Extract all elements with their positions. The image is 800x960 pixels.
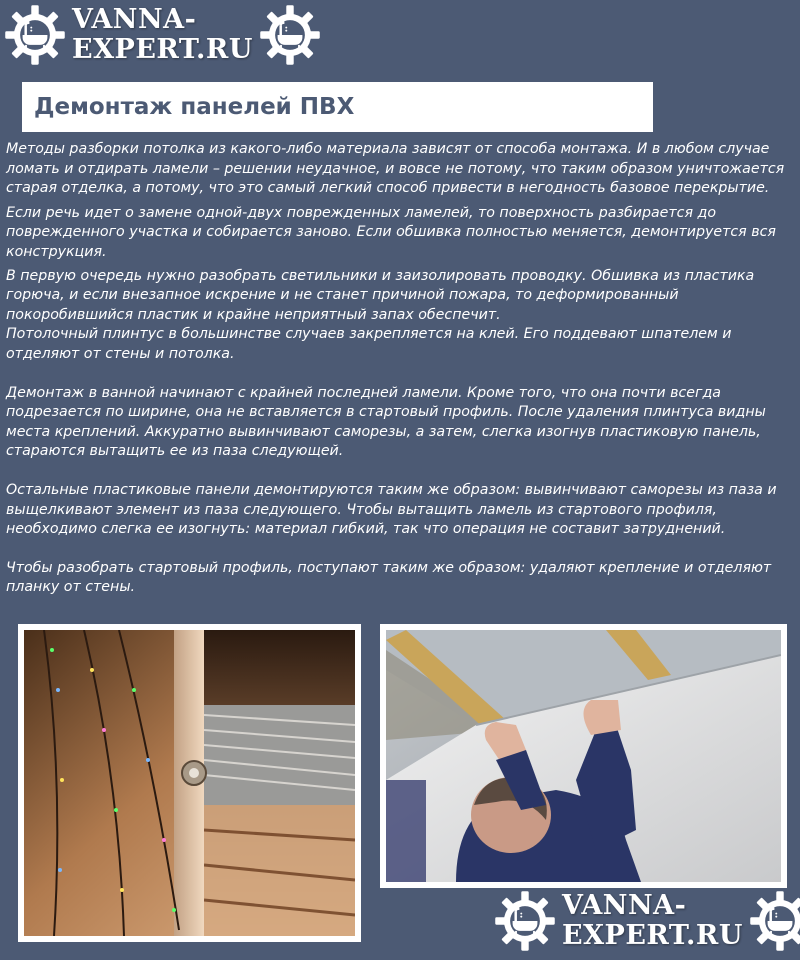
paragraph: Остальные пластиковые панели демонтируются таким же образом: вывинчивают саморезы из паза и выщелкивают элемент из паза следующего. Чтобы вытащить ламель из стартового профиля, необходимо слегка ее изогнуть: материал гибкий, так что операция не составит затруднений. — [6, 481, 777, 538]
gear-bathtub-icon — [749, 890, 800, 952]
ceiling-panels-image — [24, 630, 355, 936]
paragraph: Чтобы разобрать стартовый профиль, поступают таким же образом: удаляют крепление и отделяют планку от стены. — [6, 559, 772, 596]
site-logo-bottom[interactable] — [494, 890, 800, 952]
page-title: Демонтаж панелей ПВХ — [34, 94, 355, 120]
logo-text — [562, 891, 743, 951]
logo-text-line2: EXPERT.RU — [562, 920, 743, 951]
logo-text-line1: VANNA- — [562, 890, 687, 921]
article-title-bar — [22, 82, 653, 132]
paragraph: Демонтаж в ванной начинают с крайней последней ламели. Кроме того, что она почти всегда подрезается по ширине, она не вставляется в стартовый профиль. После удаления плинтуса видны места креплений. Аккуратно вывинчивают саморезы, а затем, слегка изогнув пластиковую панель, стараются вытащить ее из паза следующей. — [6, 384, 766, 460]
worker-image — [386, 630, 781, 882]
article-body — [6, 140, 796, 598]
photo-ceiling-panels — [18, 624, 361, 942]
logo-text — [72, 5, 253, 65]
paragraph: Методы разборки потолка из какого-либо материала зависят от способа монтажа. И в любом случае ломать и отдирать ламели – решении неудачное, и вовсе не потому, что таким образом уничтожается старая отделка, а потому, что это самый легкий способ привести в негодность базовое перекрытие. — [6, 141, 785, 197]
photo-worker-removing-panel — [380, 624, 787, 888]
paragraph: Если речь идет о замене одной-двух поврежденных ламелей, то поверхность разбирается до поврежденного участка и собирается заново. Если обшивка полностью меняется, демонтируется вся конструкция. — [6, 204, 776, 260]
paragraph: Потолочный плинтус в большинстве случаев закрепляется на клей. Его поддевают шпателем и отделяют от стены и потолка. — [6, 326, 732, 362]
logo-text-line1: VANNA- — [72, 4, 197, 35]
paragraph: В первую очередь нужно разобрать светильники и заизолировать проводку. Обшивка из пластика горюча, и если внезапное искрение и не станет причиной пожара, то деформированный покоробившийся пластик и крайне неприятный запах обеспечит. — [6, 267, 755, 323]
logo-text-line2: EXPERT.RU — [72, 34, 253, 65]
gear-bathtub-icon — [259, 4, 321, 66]
site-logo-top[interactable] — [4, 4, 321, 66]
gear-bathtub-icon — [4, 4, 66, 66]
gear-bathtub-icon — [494, 890, 556, 952]
